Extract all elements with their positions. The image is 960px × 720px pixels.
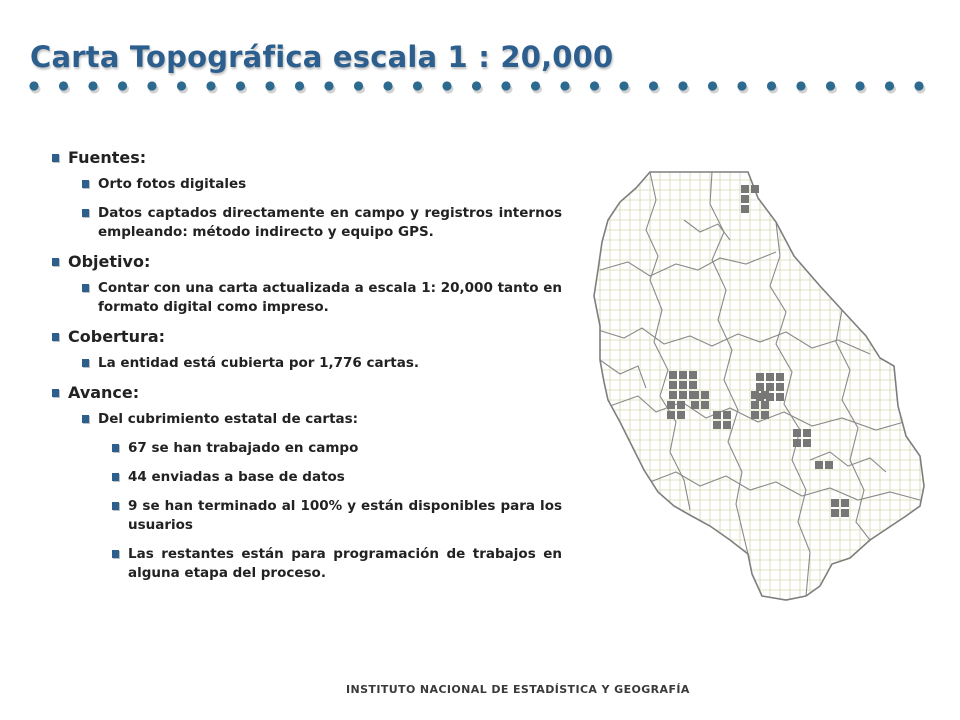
completed-sheet-cell: [669, 381, 677, 389]
decorative-dot: [118, 81, 127, 90]
bullet-square-icon: [52, 389, 59, 397]
decorative-dot: [826, 81, 835, 90]
decorative-dot: [383, 81, 392, 90]
completed-sheet-cell: [689, 371, 697, 379]
completed-sheet-cell: [677, 401, 685, 409]
decorative-dot: [265, 81, 274, 90]
sub-bullet: La entidad está cubierta por 1,776 cartas.: [82, 354, 562, 373]
decorative-dot: [295, 81, 304, 90]
content-bullets: [52, 148, 562, 593]
completed-sheet-cell: [751, 185, 759, 193]
bullet-square-icon: [52, 258, 59, 266]
completed-sheet-cell: [751, 411, 759, 419]
completed-sheet-cell: [667, 411, 675, 419]
completed-sheet-cell: [679, 371, 687, 379]
bullet-objetivo: Objetivo:: [52, 252, 562, 271]
decorative-dot: [737, 81, 746, 90]
decorative-dot: [649, 81, 658, 90]
bullet-square-icon: [82, 209, 89, 217]
completed-sheet-cell: [803, 429, 811, 437]
completed-sheet-cell: [679, 381, 687, 389]
completed-sheet-cell: [776, 393, 784, 401]
bullet-square-icon: [52, 333, 59, 341]
completed-sheet-cell: [841, 509, 849, 517]
completed-sheet-cell: [701, 391, 709, 399]
decorative-dot: [206, 81, 215, 90]
completed-sheet-cell: [766, 383, 774, 391]
completed-sheet-cell: [831, 499, 839, 507]
decorative-dot: [619, 81, 628, 90]
completed-sheet-cell: [751, 391, 759, 399]
completed-sheet-cell: [691, 391, 699, 399]
decorative-dot: [531, 81, 540, 90]
boundary-line: [646, 172, 690, 510]
sub-bullet: Contar con una carta actualizada a escala 1: 20,000 tanto en formato digital como impreso.: [82, 279, 562, 317]
completed-sheet-cell: [776, 383, 784, 391]
completed-sheet-cell: [713, 411, 721, 419]
bullet-fuentes: Fuentes:: [52, 148, 562, 167]
decorative-dot: [59, 81, 68, 90]
bullet-square-icon: [112, 502, 119, 510]
completed-sheet-cell: [691, 401, 699, 409]
decorative-dot: [590, 81, 599, 90]
completed-sheet-cell: [667, 401, 675, 409]
completed-sheet-cell: [793, 439, 801, 447]
completed-sheet-cell: [776, 373, 784, 381]
decorative-dot: [442, 81, 451, 90]
decorative-dot: [147, 81, 156, 90]
decorative-dot: [88, 81, 97, 90]
sub-sub-bullet: Las restantes están para programación de trabajos en alguna etapa del proceso.: [112, 545, 562, 583]
decorative-dot: [914, 81, 923, 90]
sub-sub-bullet: 67 se han trabajado en campo: [112, 439, 562, 458]
boundary-line: [650, 472, 920, 500]
completed-sheet-cell: [756, 383, 764, 391]
bullet-square-icon: [82, 415, 89, 423]
boundary-line: [710, 172, 748, 554]
completed-sheet-cell: [751, 401, 759, 409]
completed-sheet-cell: [761, 401, 769, 409]
bullet-cobertura: Cobertura:: [52, 327, 562, 346]
sub-bullet: Orto fotos digitales: [82, 175, 562, 194]
boundary-line: [600, 360, 646, 388]
bullet-avance: Avance:: [52, 383, 562, 402]
decorative-dot: [501, 81, 510, 90]
sub-sub-bullet: 9 se han terminado al 100% y están disponibles para los usuarios: [112, 497, 562, 535]
completed-sheet-cell: [815, 461, 823, 469]
bullet-square-icon: [52, 154, 59, 162]
completed-sheet-cell: [713, 421, 721, 429]
sub-sub-bullet: 44 enviadas a base de datos: [112, 468, 562, 487]
completed-sheet-cell: [766, 373, 774, 381]
boundary-line: [600, 252, 776, 276]
decorative-dot: [324, 81, 333, 90]
decorative-dot: [678, 81, 687, 90]
bullet-square-icon: [112, 444, 119, 452]
completed-sheet-cell: [756, 373, 764, 381]
decorative-dot: [177, 81, 186, 90]
completed-sheet-cell: [677, 411, 685, 419]
completed-sheet-cell: [761, 391, 769, 399]
completed-sheet-cell: [723, 411, 731, 419]
bullet-square-icon: [82, 359, 89, 367]
completed-sheet-cell: [669, 371, 677, 379]
decorative-dot: [29, 81, 38, 90]
decorative-dot: [885, 81, 894, 90]
decorative-dot: [413, 81, 422, 90]
completed-sheet-cell: [825, 461, 833, 469]
completed-sheet-cell: [803, 439, 811, 447]
completed-sheet-cell: [723, 421, 731, 429]
sub-bullet: Del cubrimiento estatal de cartas:: [82, 410, 562, 429]
decorative-dot: [472, 81, 481, 90]
state-map-sheet-grid: [580, 160, 940, 620]
completed-sheet-cell: [741, 205, 749, 213]
bullet-square-icon: [82, 284, 89, 292]
decorative-dot: [354, 81, 363, 90]
completed-sheet-cell: [741, 185, 749, 193]
decorative-dot: [708, 81, 717, 90]
completed-sheet-cell: [689, 381, 697, 389]
completed-sheet-cell: [831, 509, 839, 517]
decorative-dot: [767, 81, 776, 90]
decorative-dot: [796, 81, 805, 90]
completed-sheet-cell: [741, 195, 749, 203]
completed-sheet-cell: [701, 401, 709, 409]
completed-sheet-cell: [761, 411, 769, 419]
decorative-dot: [560, 81, 569, 90]
decorative-dot: [236, 81, 245, 90]
footer-institution: INSTITUTO NACIONAL DE ESTADÍSTICA Y GEOGRAFÍA: [346, 683, 690, 696]
title-dots-underline: [24, 74, 944, 98]
slide-title: Carta Topográfica escala 1 : 20,000: [30, 40, 614, 74]
sub-bullet: Datos captados directamente en campo y registros internos empleando: método indirecto y equipo GPS.: [82, 204, 562, 242]
completed-sheets: [667, 185, 849, 517]
bullet-square-icon: [112, 550, 119, 558]
completed-sheet-cell: [841, 499, 849, 507]
completed-sheet-cell: [793, 429, 801, 437]
bullet-square-icon: [82, 180, 89, 188]
bullet-square-icon: [112, 473, 119, 481]
decorative-dot: [855, 81, 864, 90]
completed-sheet-cell: [679, 391, 687, 399]
completed-sheet-cell: [669, 391, 677, 399]
